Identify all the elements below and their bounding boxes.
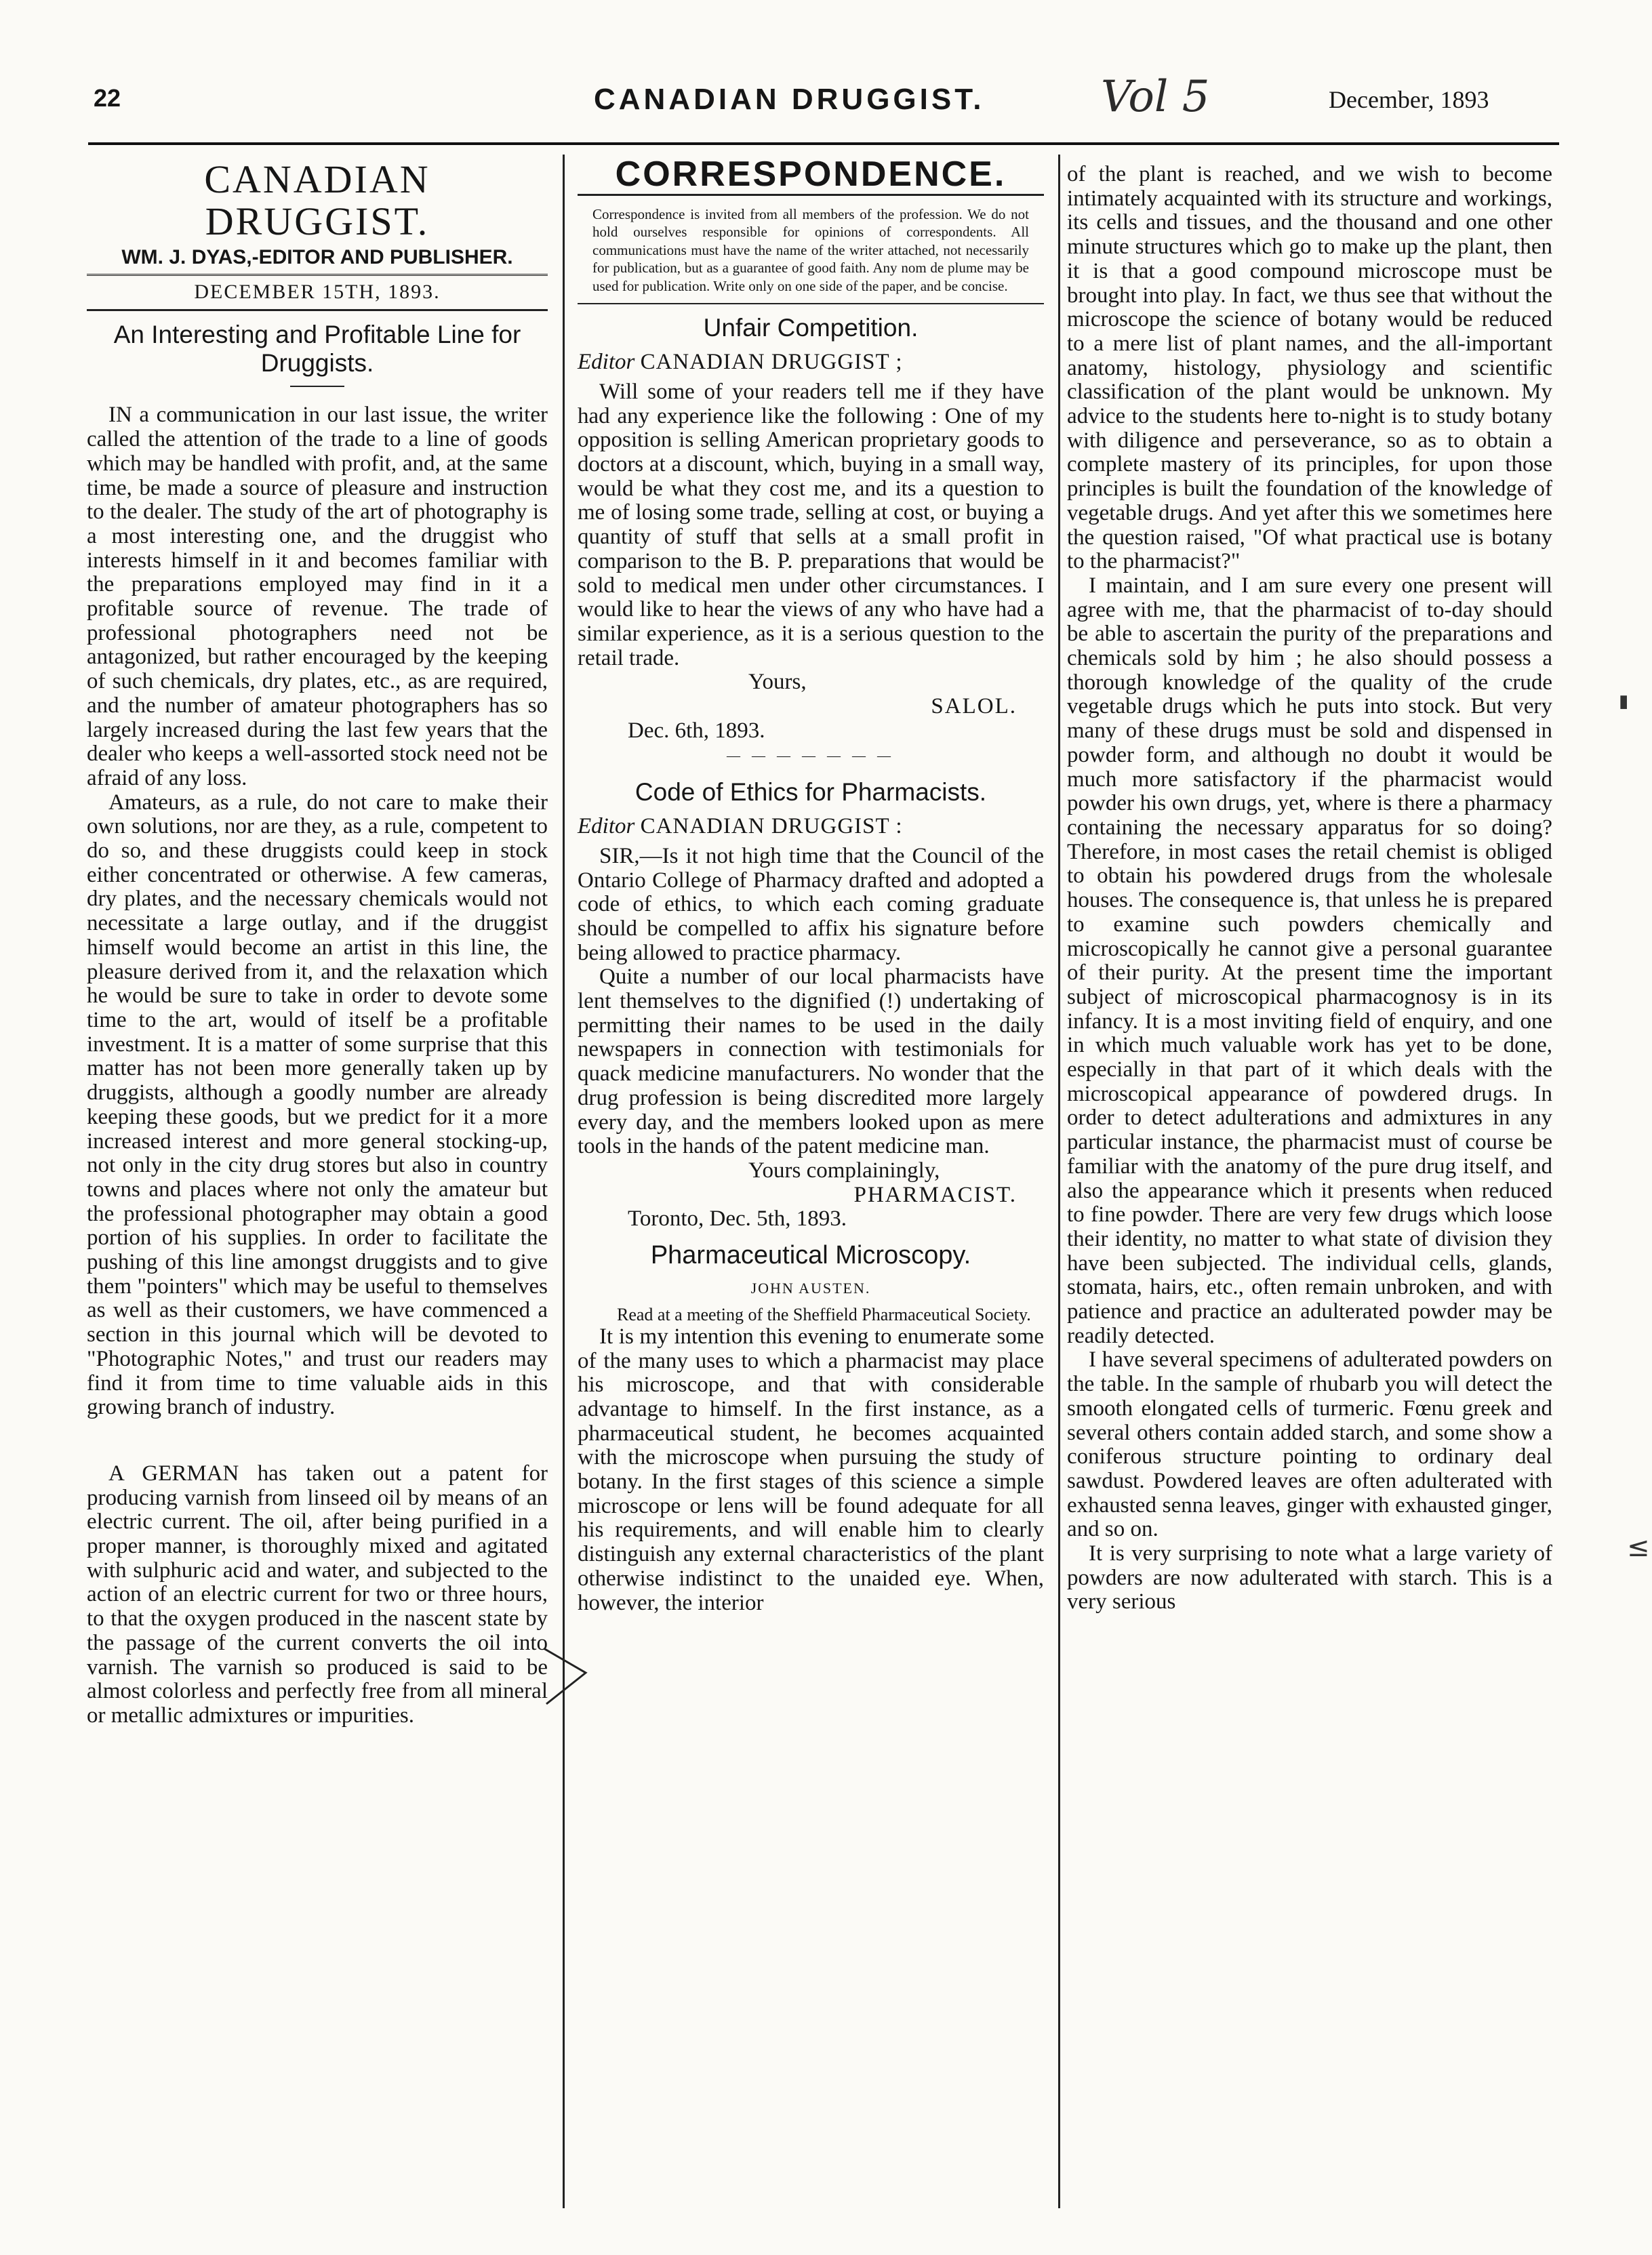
column-2 bbox=[578, 157, 1044, 1615]
letter-title: Unfair Competition. bbox=[703, 314, 919, 342]
letter-date: Dec. 6th, 1893. bbox=[628, 718, 765, 743]
article-paragraph: IN a communication in our last issue, the writer called the attention of the trade to a line of goods which may be handled with profit, and, at the same time, be made a source of pleasure and instruction to the dealer. The study of the art of photography is a most interesting one, and the druggist who interests himself in it and becomes familiar with the preparations employed may find in it a profitable source of revenue. The trade of professional photographers need not be antagonized, but rather encouraged by the keeping of such chemicals, dry plates, etc., as are required, and the number of amateur photographers has so largely increased during the last few years that the dealer who keeps a well-assorted stock need not be afraid of any loss. bbox=[87, 403, 548, 790]
letter-signature: PHARMACIST. bbox=[853, 1182, 1017, 1207]
margin-mark-icon: ▮ bbox=[1619, 691, 1629, 712]
letter-date: Toronto, Dec. 5th, 1893. bbox=[628, 1206, 847, 1232]
correspondence-note: Correspondence is invited from all members of the profession. We do not hold ourselves responsible for opinions of correspondents. All communications must have the name of the writer attached, not necessarily for publication, but as a guarantee of good faith. Any nom de plume may be used for publication. Write only on one side of the paper, and be concise. bbox=[578, 200, 1044, 305]
letter-paragraph: Quite a number of our local pharmacists have lent themselves to the dignified (!) undertaking of permitting their names to be used in the daily newspapers in connection with testimonials for quack medicine manufacturers. No wonder that the drug profession is being discredited more largely every day, and the members looked upon as mere tools in the hands of the patent medicine man. bbox=[578, 964, 1044, 1159]
column-1 bbox=[87, 157, 548, 1728]
letter-signature: SALOL. bbox=[931, 694, 1017, 719]
article-paragraph: I maintain, and I am sure every one present will agree with me, that the pharmacist of to-day should be able to ascertain the purity of the preparations and chemicals sold by him ; he also should possess a thorough knowledge of the quality of the crude vegetable drugs which he puts into stock. But very many of these drugs must be sold and dispensed in powder form, and although no doubt it would be much more satisfactory if the pharmacist would powder his own drugs, yet, where is there a pharmacy containing the necessary apparatus for so doing? Therefore, in most cases the retail chemist is obliged to obtain his powdered drugs from the wholesale houses. The consequence is, that unless he is prepared to examine such powders chemically and microscopically he cannot give a personal guarantee of their purity. At the present time the important subject of microscopical pharmacognosy is in its infancy. It is a most inviting field of enquiry, and one in which much valuable work has yet to be done, especially in that part of it which deals with the microscopical appearance of powdered drugs. In order to detect adulterations and admixtures in any particular instance, the pharmacist must of course be familiar with the anatomy of the pure drug itself, and also the appearance which it presents when reduced to fine powder. There are very few drugs which loose their identity, no matter to what state of division they have been subjected. The individual cells, glands, stomata, hairs, etc., often remain unbroken, and with patience and practice an adulterated powder may be readily detected. bbox=[1067, 573, 1552, 1348]
salutation-name: CANADIAN DRUGGIST : bbox=[640, 814, 903, 839]
running-header bbox=[0, 72, 1652, 122]
header-rule bbox=[88, 142, 1559, 145]
letter-closing: Yours, bbox=[748, 670, 807, 695]
issue-date: DECEMBER 15TH, 1893. bbox=[87, 280, 548, 312]
journal-title: CANADIAN DRUGGIST. bbox=[204, 157, 430, 243]
article-paragraph: I have several specimens of adulterated powders on the table. In the sample of rhubarb you will detect the smooth elongated cells of turmeric. Fœnu greek and several others contain added starch, and some show a coniferous structure pointing to ordinary deal sawdust. Powdered leaves are often adulterated with exhausted senna leaves, ginger with exhausted ginger, and so on. bbox=[1067, 1347, 1552, 1542]
letter-closing: Yours complainingly, bbox=[748, 1158, 940, 1183]
divider bbox=[290, 386, 344, 387]
column-divider bbox=[563, 155, 565, 2208]
article-paragraph: It is my intention this evening to enumerate some of the many uses to which a pharmacist may place his microscope, and that with considerable advantage to himself. In the first instance, as a pharmaceutical student, he becomes acquainted with the microscope when pursuing the study of botany. In the first stages of this science a simple microscope or lens will be found adequate for all his requirements, and will enable him to clearly distinguish any external characteristics of the plant otherwise indistinct to the unaided eye. When, however, the interior bbox=[578, 1324, 1044, 1615]
letter-title: Code of Ethics for Pharmacists. bbox=[634, 778, 987, 807]
article-paragraph: A GERMAN has taken out a patent for producing varnish from linseed oil by means of an electric current. The oil, after being purified in a proper manner, is thoroughly mixed and agitated with sulphuric acid and water, and subjected to the action of an electric current for two or three hours, to that the oxygen produced in the nascent state by the passage of the current converts the oil into varnish. The varnish so produced is said to be almost colorless and perfectly free from all mineral or metallic admixtures or impurities. bbox=[87, 1461, 548, 1728]
article-author: JOHN AUSTEN. bbox=[750, 1280, 871, 1297]
salutation-prefix: Editor bbox=[578, 350, 635, 375]
letter-body: Will some of your readers tell me if they have had any experience like the following : One of my opposition is selling American proprietary goods to doctors at a discount, which, buying in a small way, would be what they cost me, and its a question to me of losing some trade, selling at cost, or buying a quantity of stuff that sells at a small profit in comparison to the B. P. preparations that would be sold to medical men under other circumstances. I would like to hear the views of any who have had a similar experience, as it is a serious question to the retail trade. bbox=[578, 379, 1044, 670]
article-title: Pharmaceutical Microscopy. bbox=[650, 1241, 971, 1270]
salutation bbox=[578, 350, 1044, 375]
article-paragraph: It is very surprising to note what a large variety of powders are now adulterated with starch. This is a very serious bbox=[1067, 1541, 1552, 1614]
page-number: 22 bbox=[94, 84, 121, 112]
salutation-name: CANADIAN DRUGGIST ; bbox=[640, 350, 903, 375]
read-at-note: Read at a meeting of the Sheffield Pharmaceutical Society. bbox=[617, 1304, 1031, 1324]
letter-paragraph: SIR,—Is it not high time that the Council of the Ontario College of Pharmacy drafted and adopted a code of ethics, to which each coming graduate should be compelled to affix his signature before being allowed to practice pharmacy. bbox=[578, 843, 1044, 965]
margin-mark-icon: ≤ bbox=[1627, 1532, 1650, 1563]
salutation bbox=[578, 815, 1044, 839]
editor-line: WM. J. DYAS,-EDITOR AND PUBLISHER. bbox=[87, 245, 548, 276]
divider bbox=[87, 1420, 548, 1462]
column-divider bbox=[1058, 155, 1060, 2208]
salutation-prefix: Editor bbox=[578, 814, 635, 839]
section-heading: CORRESPONDENCE. bbox=[578, 163, 1044, 196]
divider: — — — — — — — bbox=[727, 748, 895, 764]
pencil-arrow-icon bbox=[542, 1646, 590, 1707]
masthead-title: CANADIAN DRUGGIST. bbox=[594, 83, 985, 116]
article-paragraph: Amateurs, as a rule, do not care to make their own solutions, nor are they, as a rule, competent to do so, and these druggists could keep in stock either concentrated or otherwise. A few cameras, dry plates, and the necessary chemicals would not necessitate a large outlay, and if the druggist himself would become an artist in this line, the pleasure derived from it, and the relaxation which he would be sure to take in order to devote some time to the art, would of itself be a profitable investment. It is a matter of some surprise that this matter has not been more generally taken up by druggists, although a goodly number are already keeping these goods, but we predict for it a more increased interest and more general stocking-up, not only in the city drug stores but also in country towns and places where not only the amateur but the professional photographer may obtain a good portion of his supplies. In order to facilitate the pushing of this line amongst druggists and to give them "pointers" which may be useful to themselves as well as their customers, we have commenced a section in this journal which will be devoted to "Photographic Notes," and trust our readers may find it from time to time valuable aids in this growing branch of industry. bbox=[87, 790, 548, 1420]
header-date: December, 1893 bbox=[1329, 86, 1489, 113]
handwritten-note: Vol 5 bbox=[1101, 72, 1210, 122]
article-paragraph: of the plant is reached, and we wish to become intimately acquainted with its structure and workings, its cells and tissues, and the thousand and one other minute structures which go to make up the plant, then it is that a good compound microscope must be brought into play. In fact, we thus see that without the microscope the science of botany would be reduced to a mere list of plant names, and the all-important anatomy, histology, physiology and scientific classification of the plant would be unknown. My advice to the students here to-night is to study botany with diligence and perseverance, so as to obtain a complete mastery of its principles, for upon those principles is built the foundation of the knowledge of vegetable drugs. And yet after this we sometimes here the question raised, "Of what practical use is botany to the pharmacist?" bbox=[1067, 162, 1552, 574]
article-title: An Interesting and Profitable Line for Druggists. bbox=[113, 321, 521, 378]
column-3 bbox=[1067, 163, 1552, 1614]
